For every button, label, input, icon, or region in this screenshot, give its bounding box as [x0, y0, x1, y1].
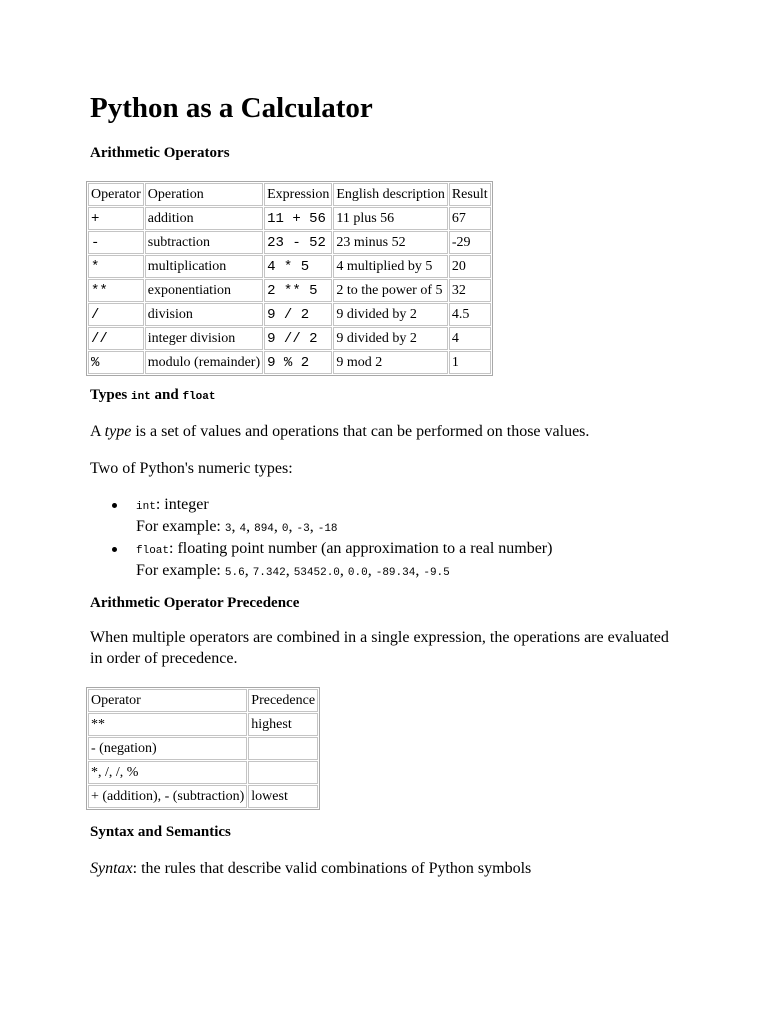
table-cell: // [88, 327, 144, 350]
table-cell: / [88, 303, 144, 326]
type-code-float: float [136, 545, 170, 557]
table-row [88, 761, 318, 784]
table-cell: 9 % 2 [264, 351, 332, 374]
syntax-term: Syntax [90, 860, 133, 877]
table-cell: 9 / 2 [264, 303, 332, 326]
syntax-definition [90, 858, 531, 879]
types-heading-float: float [182, 391, 216, 403]
list-item-float [90, 539, 650, 583]
type-desc-float: : floating point number (an approximation to a real number) [169, 540, 553, 557]
table-cell: 20 [449, 255, 491, 278]
table-cell: 9 mod 2 [333, 351, 448, 374]
type-code-int: int [136, 501, 156, 513]
types-heading-and: and [150, 387, 183, 403]
example-value: -9.5 [423, 567, 450, 579]
table-row [88, 207, 491, 230]
types-heading [90, 385, 216, 407]
column-header-result: Result [449, 183, 491, 206]
type-definition [90, 421, 589, 442]
table-cell: 4 multiplied by 5 [333, 255, 448, 278]
example-value: 5.6 [224, 567, 245, 579]
bullet-icon [112, 547, 117, 552]
table-cell: 1 [449, 351, 491, 374]
table-cell: 11 + 56 [264, 207, 332, 230]
table-row [88, 737, 318, 760]
table-cell: 9 divided by 2 [333, 303, 448, 326]
example-label-float: For example: [136, 562, 225, 579]
table-cell: integer division [145, 327, 263, 350]
table-cell: multiplication [145, 255, 263, 278]
table-cell: 23 - 52 [264, 231, 332, 254]
table-cell: -29 [449, 231, 491, 254]
table-row [88, 255, 491, 278]
table-cell: 4.5 [449, 303, 491, 326]
column-header-operator: Operator [88, 689, 247, 712]
table-cell: division [145, 303, 263, 326]
table-header-row [88, 183, 491, 206]
numeric-types-list [90, 495, 650, 583]
syntax-definition-text: : the rules that describe valid combinations of Python symbols [132, 860, 532, 877]
table-cell: + (addition), - (subtraction) [88, 785, 247, 808]
list-item-int [90, 495, 650, 539]
examples-float: 5.6, 7.342, 53452.0, 0.0, -89.34, -9.5 [224, 562, 450, 579]
table-cell: 11 plus 56 [333, 207, 448, 230]
table-cell: 67 [449, 207, 491, 230]
table-cell: + [88, 207, 144, 230]
table-cell: 2 ** 5 [264, 279, 332, 302]
table-cell [248, 761, 318, 784]
column-header-precedence: Precedence [248, 689, 318, 712]
type-term: type [104, 423, 132, 440]
table-cell: ** [88, 713, 247, 736]
example-value: -89.34 [375, 567, 416, 579]
table-cell: 9 // 2 [264, 327, 332, 350]
table-cell: 32 [449, 279, 491, 302]
precedence-table [86, 687, 320, 810]
table-header-row [88, 689, 318, 712]
table-cell: 2 to the power of 5 [333, 279, 448, 302]
table-row [88, 327, 491, 350]
table-cell: exponentiation [145, 279, 263, 302]
table-cell: 23 minus 52 [333, 231, 448, 254]
table-cell: lowest [248, 785, 318, 808]
table-cell: modulo (remainder) [145, 351, 263, 374]
numeric-types-intro: Two of Python's numeric types: [90, 460, 293, 477]
example-value: 0 [281, 523, 289, 535]
bullet-icon [112, 503, 117, 508]
table-cell: highest [248, 713, 318, 736]
precedence-heading: Arithmetic Operator Precedence [90, 595, 300, 611]
table-row [88, 785, 318, 808]
column-header-operator: Operator [88, 183, 144, 206]
type-definition-text: is a set of values and operations that can be performed on those values. [131, 423, 590, 440]
example-value: 3 [224, 523, 232, 535]
table-row [88, 713, 318, 736]
table-row [88, 231, 491, 254]
examples-int: 3, 4, 894, 0, -3, -18 [224, 518, 338, 535]
table-cell: 4 * 5 [264, 255, 332, 278]
column-header-expression: Expression [264, 183, 332, 206]
example-value: 0.0 [347, 567, 368, 579]
precedence-description: When multiple operators are combined in a single expression, the operations are evaluated in order of precedence. [90, 629, 669, 667]
table-cell: - [88, 231, 144, 254]
column-header-english-description: English description [333, 183, 448, 206]
table-cell: * [88, 255, 144, 278]
table-cell: 9 divided by 2 [333, 327, 448, 350]
example-value: 4 [239, 523, 247, 535]
table-cell [248, 737, 318, 760]
table-row [88, 351, 491, 374]
example-value: -18 [317, 523, 338, 535]
column-header-operation: Operation [145, 183, 263, 206]
example-value: 894 [254, 523, 274, 535]
table-cell: % [88, 351, 144, 374]
table-cell: 4 [449, 327, 491, 350]
table-cell: - (negation) [88, 737, 247, 760]
syntax-heading: Syntax and Semantics [90, 824, 231, 840]
types-heading-prefix: Types [90, 387, 131, 403]
arithmetic-operators-heading: Arithmetic Operators [90, 145, 230, 161]
type-desc-int: : integer [155, 496, 209, 513]
page-title: Python as a Calculator [90, 92, 373, 124]
example-label-int: For example: [136, 518, 225, 535]
example-value: -3 [296, 523, 310, 535]
types-heading-int: int [130, 391, 151, 403]
table-row [88, 279, 491, 302]
table-cell: *, /, /, % [88, 761, 247, 784]
example-value: 53452.0 [293, 567, 340, 579]
example-value: 7.342 [252, 567, 286, 579]
table-cell: ** [88, 279, 144, 302]
type-definition-prefix: A [90, 423, 105, 440]
table-row [88, 303, 491, 326]
table-cell: addition [145, 207, 263, 230]
table-cell: subtraction [145, 231, 263, 254]
arithmetic-operators-table [86, 181, 493, 376]
